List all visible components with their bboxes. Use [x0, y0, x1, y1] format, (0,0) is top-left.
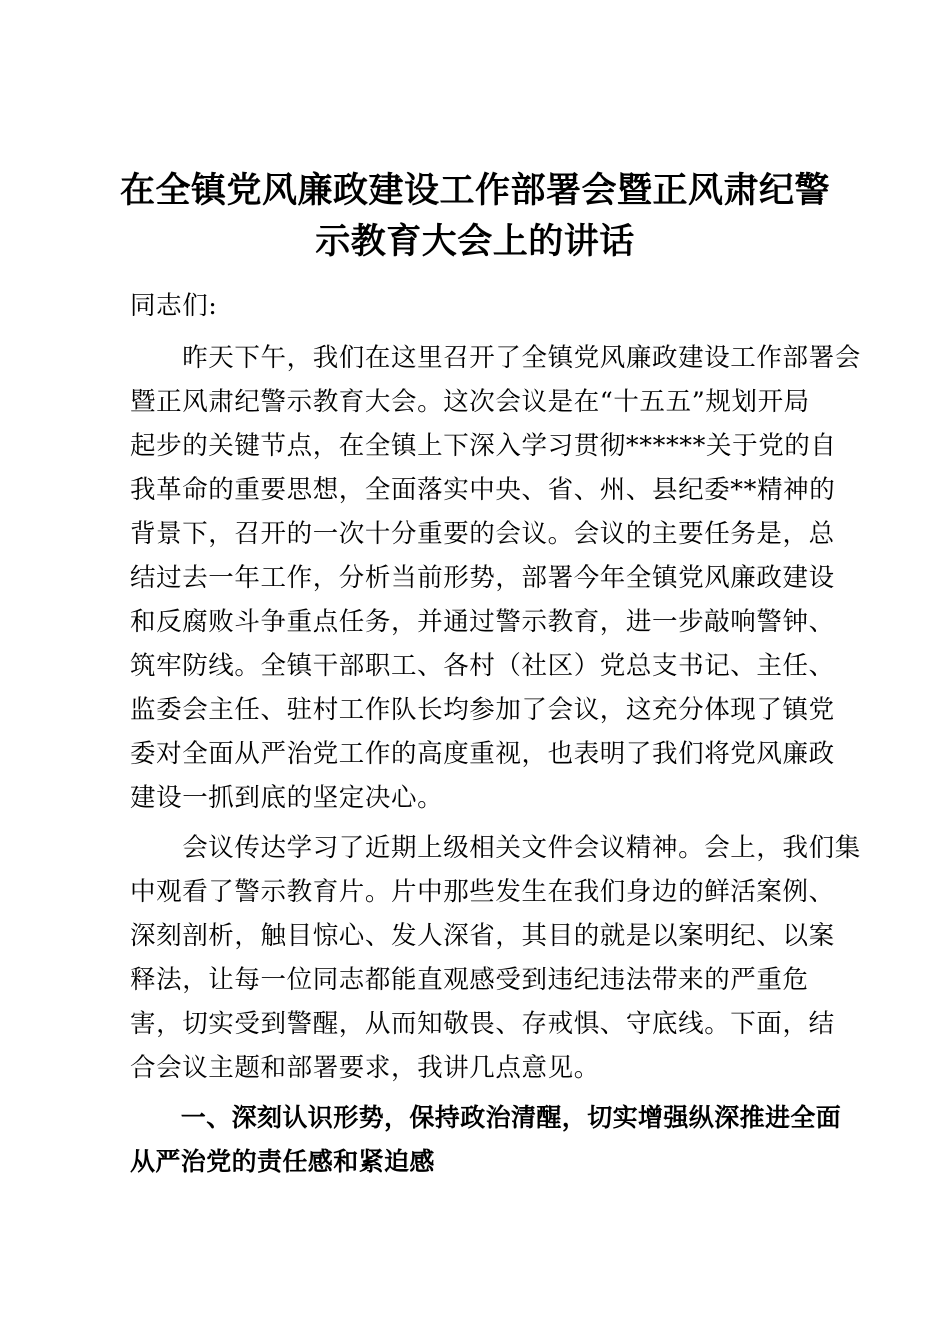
text-line: 昨天下午，我们在这里召开了全镇党风廉政建设工作部署会: [130, 343, 861, 373]
text-line: 中观看了警示教育片。片中那些发生在我们身边的鲜活案例、: [130, 877, 835, 907]
text-line: 我革命的重要思想，全面落实中央、省、州、县纪委**精神的: [130, 475, 836, 505]
text-line: 背景下，召开的一次十分重要的会议。会议的主要任务是，总: [130, 519, 835, 549]
title-line: 在全镇党风廉政建设工作部署会暨正风肃纪警: [119, 171, 830, 211]
paragraph-2: [130, 826, 861, 1090]
heading-line: 从严治党的责任感和紧迫感: [130, 1147, 435, 1176]
document-body: [130, 284, 861, 1184]
text-line: 合会议主题和部署要求，我讲几点意见。: [130, 1053, 600, 1083]
text-line: 起步的关键节点，在全镇上下深入学习贯彻******关于党的自: [130, 431, 837, 461]
text-line: 委对全面从严治党工作的高度重视，也表明了我们将党风廉政: [130, 739, 835, 769]
title-line: 示教育大会上的讲话: [315, 222, 635, 262]
text-line: 和反腐败斗争重点任务，并通过警示教育，进一步敲响警钟、: [130, 607, 835, 637]
salutation: 同志们:: [130, 291, 218, 321]
heading-line: 一、深刻认识形势，保持政治清醒，切实增强纵深推进全面: [130, 1103, 842, 1132]
text-line: 暨正风肃纪警示教育大会。这次会议是在“十五五”规划开局: [130, 387, 810, 417]
text-line: 筑牢防线。全镇干部职工、各村（社区）党总支书记、主任、: [130, 651, 835, 681]
text-line: 监委会主任、驻村工作队长均参加了会议，这充分体现了镇党: [130, 695, 835, 725]
paragraph-1: [130, 336, 861, 820]
text-line: 深刻剖析，触目惊心、发人深省，其目的就是以案明纪、以案: [130, 921, 835, 951]
text-line: 害，切实受到警醒，从而知敬畏、存戒惧、守底线。下面，结: [130, 1009, 835, 1039]
text-line: 会议传达学习了近期上级相关文件会议精神。会上，我们集: [130, 833, 861, 863]
section-heading: [130, 1096, 842, 1184]
document-title: [110, 166, 840, 268]
text-line: 结过去一年工作，分析当前形势，部署今年全镇党风廉政建设: [130, 563, 835, 593]
text-line: 建设一抓到底的坚定决心。: [130, 783, 444, 813]
text-line: 释法，让每一位同志都能直观感受到违纪违法带来的严重危: [130, 965, 809, 995]
